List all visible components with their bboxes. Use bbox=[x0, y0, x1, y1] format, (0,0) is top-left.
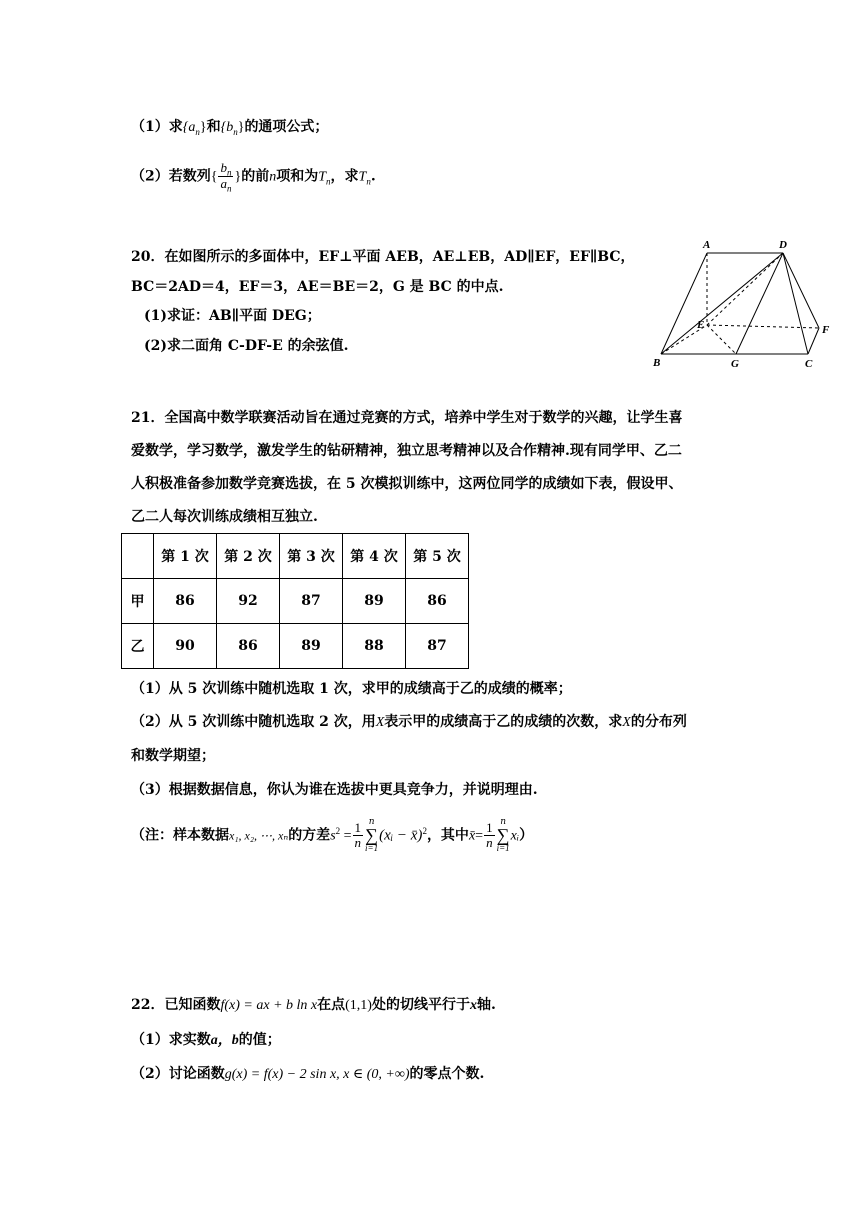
table-cell: 92 bbox=[217, 579, 280, 624]
q22-line1: 22．已知函数f(x) = ax + b ln x在点(1,1)处的切线平行于x轴. bbox=[131, 997, 496, 1013]
fraction-bn-an: $\frac{b_n}{a_n}$ bbox=[220, 160, 232, 194]
sum-symbol-2: n ∑ i=1 bbox=[496, 817, 510, 853]
q21-line3: 人积极准备参加数学竞赛选拔，在 5 次模拟训练中，这两位同学的成绩如下表，假设甲、 bbox=[131, 476, 683, 492]
table-cell: 89 bbox=[343, 579, 406, 624]
q21-sub1: （1）从 5 次训练中随机选取 1 次，求甲的成绩高于乙的成绩的概率； bbox=[131, 681, 572, 697]
label-A: A bbox=[703, 239, 711, 251]
q21-line4: 乙二人每次训练成绩相互独立. bbox=[131, 509, 318, 525]
edge-BA bbox=[661, 253, 707, 354]
edge-BD bbox=[661, 253, 783, 354]
edge-ED bbox=[707, 253, 783, 325]
table-cell: 乙 bbox=[122, 624, 154, 669]
table-cell: 87 bbox=[406, 624, 469, 669]
q22-sub1: （1）求实数a，b的值； bbox=[131, 1032, 281, 1048]
table-header-row bbox=[122, 534, 469, 579]
table-cell: 87 bbox=[280, 579, 343, 624]
q21-sub2-line2: 和数学期望； bbox=[131, 748, 215, 764]
edge-DF bbox=[783, 253, 819, 328]
label-G: G bbox=[731, 358, 739, 370]
table-cell: 86 bbox=[217, 624, 280, 669]
table-cell: 90 bbox=[154, 624, 217, 669]
label-F: F bbox=[822, 324, 830, 336]
sum-symbol: n ∑ i=1 bbox=[365, 817, 379, 853]
edge-EF bbox=[707, 325, 819, 328]
table-row bbox=[122, 624, 469, 669]
q19-part1: （1）求$\{a_n\}$和$\{b_n\}$的通项公式； bbox=[131, 119, 329, 137]
table-cell: 86 bbox=[154, 579, 217, 624]
table-cell: 89 bbox=[280, 624, 343, 669]
q20-line2: BC＝2AD＝4，EF＝3，AE＝BE＝2，G 是 BC 的中点. bbox=[131, 279, 504, 295]
table-cell: 甲 bbox=[122, 579, 154, 624]
fraction-one-over-n: $\frac{1}{n}$ bbox=[354, 820, 362, 850]
q21-sub2: （2）从 5 次训练中随机选取 2 次，用X表示甲的成绩高于乙的成绩的次数，求X的分布列 bbox=[131, 714, 687, 730]
q20-line1: 20．在如图所示的多面体中，EF⊥平面 AEB，AE⊥EB，AD∥EF，EF∥BC， bbox=[131, 249, 635, 265]
table-header-cell: 第 1 次 bbox=[154, 534, 217, 579]
edge-GD bbox=[736, 253, 783, 354]
score-table bbox=[121, 533, 469, 669]
table-header-cell: 第 5 次 bbox=[406, 534, 469, 579]
q22-sub2: （2）讨论函数g(x) = f(x) − 2 sin x, x ∈ (0, +∞)的零点个数. bbox=[131, 1066, 485, 1082]
q21-sub3: （3）根据数据信息，你认为谁在选拔中更具竞争力，并说明理由. bbox=[131, 782, 538, 798]
edge-DC bbox=[783, 253, 808, 354]
table-row bbox=[122, 579, 469, 624]
q19-part2: （2）若数列{ $\frac{b_n}{a_n}$ }的前n项和为$T_n$，求$T_n$. bbox=[131, 160, 376, 194]
table-cell: 88 bbox=[343, 624, 406, 669]
q20-sub1: (1)求证：AB∥平面 DEG； bbox=[144, 308, 321, 324]
fraction-one-over-n-2: $\frac{1}{n}$ bbox=[486, 820, 493, 850]
q21-line1: 21．全国高中数学联赛活动旨在通过竞赛的方式，培养中学生对于数学的兴趣，让学生喜 bbox=[131, 410, 683, 426]
label-B: B bbox=[653, 357, 661, 369]
edge-FC bbox=[808, 328, 819, 354]
table-header-cell: 第 4 次 bbox=[343, 534, 406, 579]
table-cell: 86 bbox=[406, 579, 469, 624]
q21-line2: 爱数学，学习数学，激发学生的钻研精神，独立思考精神以及合作精神.现有同学甲、乙二 bbox=[131, 443, 682, 459]
edge-EG bbox=[707, 325, 736, 354]
table-header-cell: 第 3 次 bbox=[280, 534, 343, 579]
q21-note: （注：样本数据x₁, x₂, ⋯, xₙ的方差$s^2$ = $\frac{1}{n}$ n ∑ i=1 (xᵢ − x̄)$^2$，其中x̄= $\frac{1}{n}$ n ∑ i=1 xᵢ） bbox=[131, 817, 534, 853]
label-E: E bbox=[697, 319, 705, 331]
q20-sub2: (2)求二面角 C-DF-E 的余弦值. bbox=[144, 338, 349, 354]
label-C: C bbox=[805, 358, 813, 370]
table-header-cell bbox=[122, 534, 154, 579]
label-D: D bbox=[779, 239, 787, 251]
polyhedron-figure bbox=[645, 235, 835, 375]
table-header-cell: 第 2 次 bbox=[217, 534, 280, 579]
